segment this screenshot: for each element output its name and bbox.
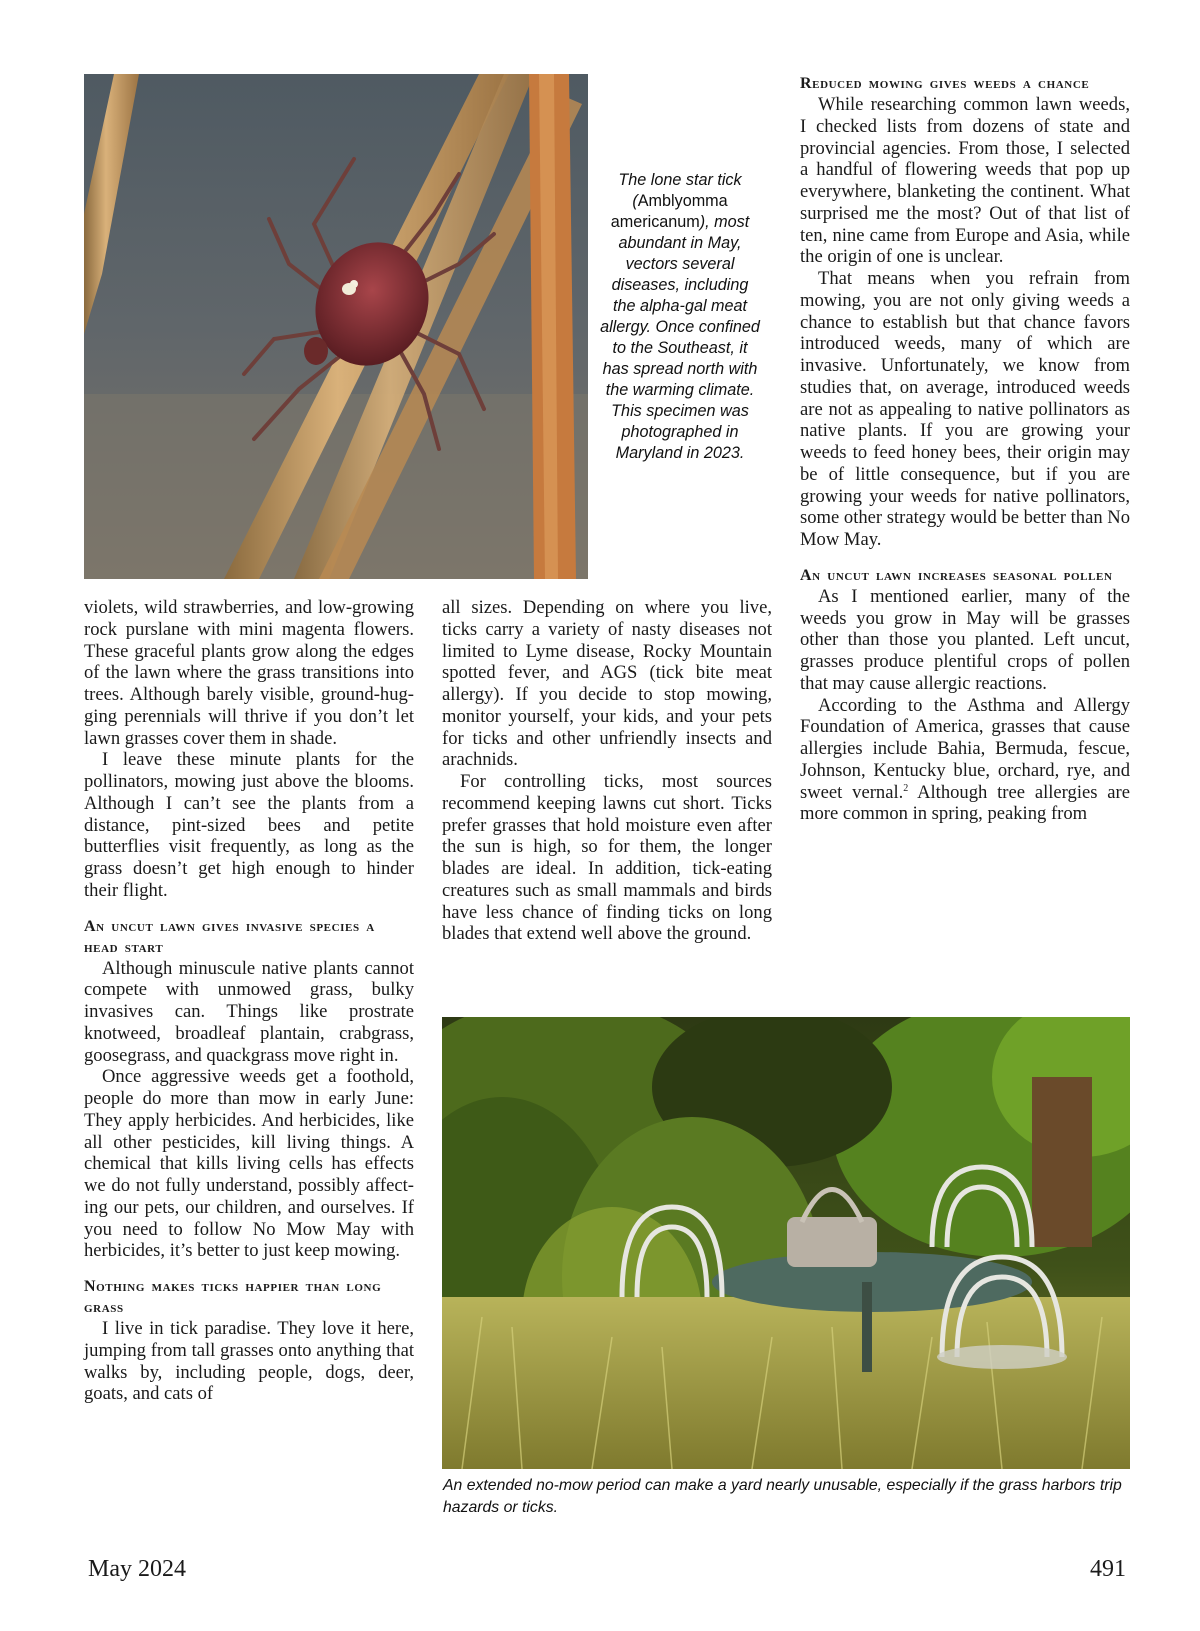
footnote-ref: 2 — [903, 782, 909, 794]
page-number: 491 — [1090, 1556, 1126, 1582]
paragraph: For controlling ticks, most sources recommend keeping lawns cut short. Ticks prefer grasses that hold moisture even after the sun is high, so for them, the longer blades are ideal. In addition, tick-eating creatures such as small mammals and birds have less chance of finding ticks on long blades that extend well above the ground. — [442, 771, 772, 945]
paragraph: violets, wild strawberries, and low-growing rock purslane with mini magenta flowers. These graceful plants grow along the edges of the lawn where the grass transitions into trees. Although barely visible, ground-hugging perennials will thrive if you don’t let lawn grasses cover them in shade. — [84, 597, 414, 749]
paragraph: That means when you refrain from mowing, you are not only giving weeds a chance to establish but that chance favors introduced weeds, many of which are invasive. Unfortunately, we know from studies that, on average, introduced weeds are not as appealing to native pollinators as native plants. If you are growing your weeds to feed honey bees, their origin may be of little consequence, but if you are growing your weeds for native pollinators, some other strategy would be better than No Mow May. — [800, 268, 1130, 550]
tick-photo-caption — [600, 170, 760, 464]
caption-text: ), most abundant in May, vectors several diseases, including the alpha-gal meat allergy. Once confined to the Southeast, it has spread north with the warming climate. This specimen was photographed in Maryland in 2023. — [600, 213, 760, 462]
tick-illustration — [84, 74, 588, 579]
paragraph: all sizes. Depending on where you live, ticks carry a variety of nasty diseases not limited to Lyme disease, Rocky Mountain spotted fever, and AGS (tick bite meat allergy). If you decide to stop mowing, monitor yourself, your kids, and your pets for ticks and other unfriendly insects and arachnids. — [442, 597, 772, 771]
paragraph-text: Although tree allergies are more common in spring, peaking from — [800, 781, 1130, 825]
paragraph — [800, 695, 1130, 826]
paragraph: Once aggressive weeds get a foothold, people do more than mow in early June: They apply herbicides. And herbicides, like all other pesticides, kill living things. A chemical that kills living cells has effects we do not fully understand, possibly affecting our pets, our children, and ourselves. If you need to follow No Mow May with herbicides, it’s better to just keep mowing. — [84, 1066, 414, 1262]
paragraph: I leave these minute plants for the pollinators, mowing just above the blooms. Although I can’t see the plants from a distance, pint-sized bees and petite butterflies visit frequently, as long as the grass doesn’t get high enough to hinder their flight. — [84, 749, 414, 901]
column-right — [800, 73, 1130, 825]
column-middle — [442, 597, 772, 945]
section-heading: Reduced mowing gives weeds a chance — [800, 75, 1090, 92]
garden-photo-caption: An extended no-mow period can make a yard nearly unusable, especially if the grass harbors trip hazards or ticks. — [443, 1477, 1122, 1516]
column-left — [84, 597, 414, 1405]
paragraph: I live in tick paradise. They love it here, jumping from tall grasses onto anything that walks by, including people, dogs, deer, goats, and cats of — [84, 1318, 414, 1405]
issue-date: May 2024 — [88, 1556, 186, 1582]
section-heading: An uncut lawn increases seasonal pollen — [800, 566, 1113, 584]
paragraph: Although minuscule native plants cannot compete with unmowed grass, bulky invasives can. Things like prostrate knotweed, broadleaf plantain, crabgrass, goosegrass, and quackgrass move right in. — [84, 957, 414, 1066]
section-heading: Nothing makes ticks happier than long grass — [84, 1278, 382, 1316]
paragraph: As I mentioned earlier, many of the weeds you grow in May will be grasses other than those you planted. Left uncut, grasses produce plentiful crops of pollen that may cause allergic reactions. — [800, 585, 1130, 694]
caption-text: The lone star tick ( — [618, 171, 742, 210]
garden-illustration — [442, 1017, 1130, 1469]
tick-photo — [84, 74, 588, 579]
species-name: Amblyomma americanum — [610, 192, 728, 231]
paragraph: While researching common lawn weeds, I checked lists from dozens of state and provincial agencies. From those, I selected a handful of flowering weeds that pop up everywhere, blanketing the continent. What surprised me the most? Out of that list of ten, nine came from Europe and Asia, while the origin of one is unclear. — [800, 94, 1130, 268]
section-heading: An uncut lawn gives invasive species a head start — [84, 917, 375, 956]
paragraph-text: According to the Asthma and Allergy Foundation of America, grasses that cause allergies include Bahia, Bermuda, fescue, Johnson, Kentucky blue, orchard, rye, and sweet vernal. — [800, 694, 1130, 803]
garden-photo — [442, 1017, 1130, 1469]
